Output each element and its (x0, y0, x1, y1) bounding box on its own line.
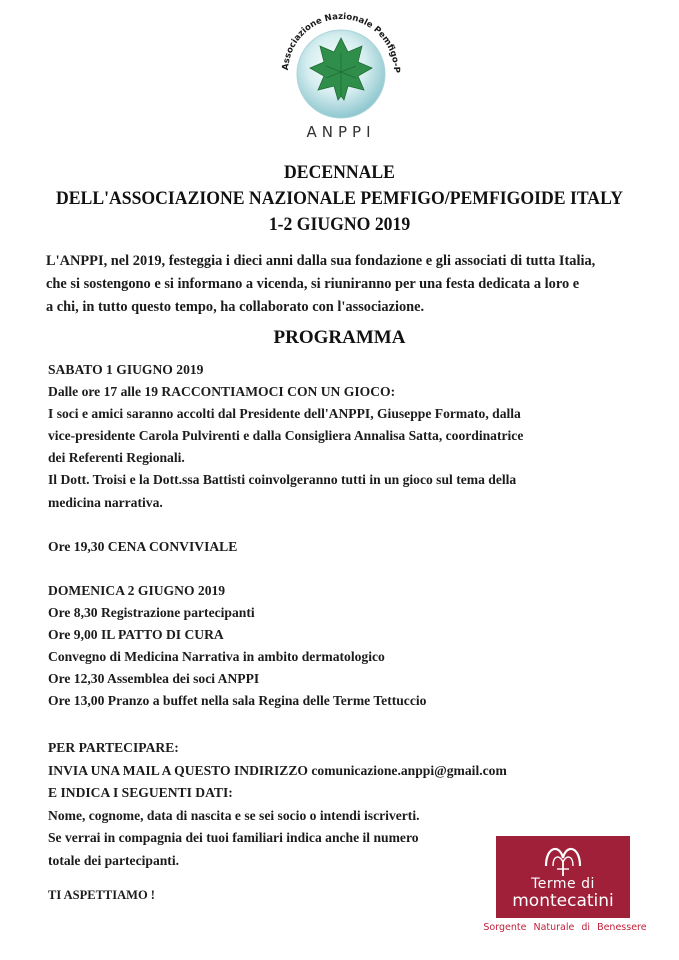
programma-line: SABATO 1 GIUGNO 2019 (48, 362, 204, 377)
programma-line: Ore 12,30 Assemblea dei soci ANPPI (48, 671, 260, 687)
programma-spacer (48, 514, 658, 536)
title-line-2: DELL'ASSOCIAZIONE NAZIONALE PEMFIGO/PEMFIGOIDE ITALY (55, 188, 624, 209)
programma-line: DOMENICA 2 GIUGNO 2019 (48, 582, 226, 598)
partecipare-line: Nome, cognome, data di nascita e se sei socio o intendi iscriverti. (48, 807, 420, 823)
anppi-logo (266, 8, 416, 143)
title-line-1: DECENNALE (284, 162, 395, 183)
programma-line: vice-presidente Carola Pulvirenti e dalla Consigliera Annalisa Satta, coordinatrice (48, 428, 524, 444)
closing-text: TI ASPETTIAMO ! (48, 888, 155, 902)
terme-tagline: Sorgente Naturale di Benessere (483, 922, 647, 933)
programma-spacer (48, 558, 658, 580)
intro-line: a chi, in tutto questo tempo, ha collaborato con l'associazione. (46, 299, 425, 315)
partecipare-line: E INDICA I SEGUENTI DATI: (48, 785, 233, 800)
partecipare-line: INVIA UNA MAIL A QUESTO INDIRIZZO comunicazione.anppi@gmail.com (48, 762, 507, 778)
intro-paragraph (46, 250, 656, 319)
title-line-3: 1-2 GIUGNO 2019 (268, 214, 411, 235)
programma-line: dei Referenti Regionali. (48, 450, 185, 466)
programma-list (48, 359, 658, 713)
programma-line: Ore 9,00 IL PATTO DI CURA (48, 627, 224, 643)
partecipare-line: Se verrai in compagnia dei tuoi familiari indica anche il numero (48, 830, 419, 845)
intro-line: che si sostengono e si informano a vicenda, si riuniranno per una festa dedicata a loro e (46, 276, 580, 292)
programma-heading: PROGRAMMA (273, 327, 406, 348)
programma-line: Ore 19,30 CENA CONVIVIALE (48, 538, 238, 554)
programma-line: Dalle ore 17 alle 19 RACCONTIAMOCI CON UN GIOCO: (48, 384, 396, 400)
terme-montecatini-logo (496, 836, 630, 918)
programma-line: Convegno di Medicina Narrativa in ambito dermatologico (48, 649, 385, 665)
arch-icon (496, 836, 630, 878)
partecipare-line: totale dei partecipanti. (48, 852, 180, 868)
programma-line: medicina narrativa. (48, 494, 163, 510)
programma-line: Ore 13,00 Pranzo a buffet nella sala Regina delle Terme Tettuccio (48, 693, 427, 709)
event-title (0, 160, 679, 238)
programma-line: Il Dott. Troisi e la Dott.ssa Battisti coinvolgeranno tutti in un gioco sul tema della (48, 472, 517, 488)
intro-line: L'ANPPI, nel 2019, festeggia i dieci anni dalla sua fondazione e gli associati di tutta Italia, (46, 253, 596, 269)
terme-line-2: montecatini (512, 891, 614, 911)
partecipare-line: PER PARTECIPARE: (48, 740, 179, 755)
svg-text:ANPPI: ANPPI (306, 123, 376, 141)
svg-text:Associazione Nazionale Pemfigo: Associazione Nazionale Pemfigo-Pemfigoide (280, 11, 402, 74)
programma-line: Ore 8,30 Registrazione partecipanti (48, 605, 255, 621)
terme-line-1: Terme di (531, 876, 595, 892)
programma-line: I soci e amici saranno accolti dal Presidente dell'ANPPI, Giuseppe Formato, dalla (48, 406, 521, 422)
